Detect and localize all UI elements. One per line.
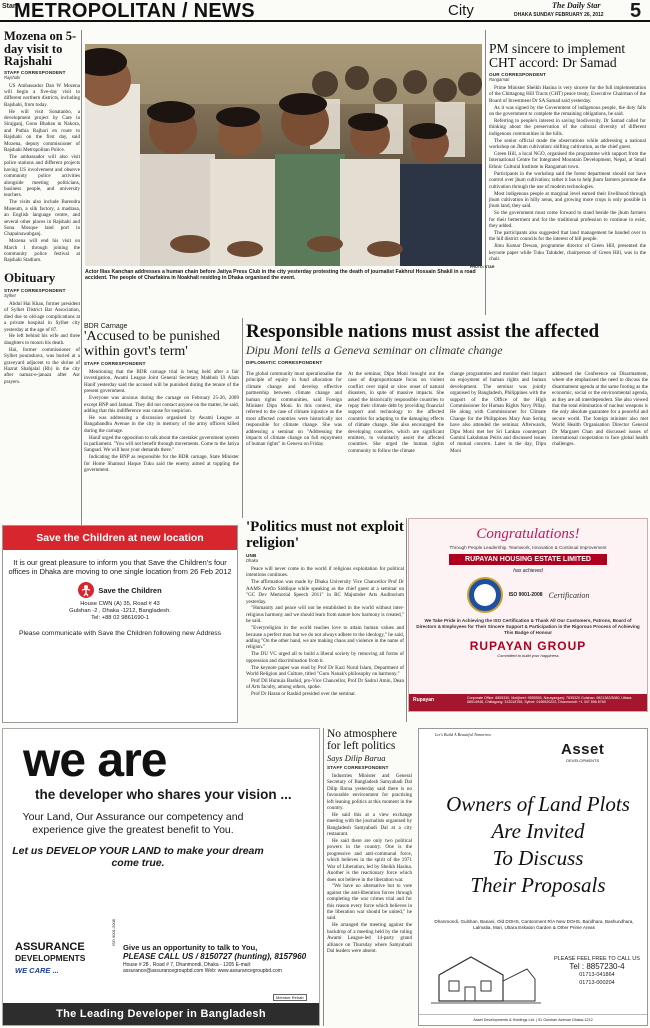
strip-logo: Rupayan (413, 697, 435, 703)
story-column: addressed the Conference on Disarmament, where she emphasised the need to discuss the disarmament agenda at the same footing as the economic, social or the environmental agenda, as they are all interdependent. She also viewed that the total elimination of nuclear weapons is the only absolute guarantee for a peaceful and secure world. The foreign minister also met World Health Organisation Director General Dr Margaret Chan and discussed issues of international cooperation to face global health challenges. (552, 371, 648, 448)
paragraph: He will visit Sonatanbo, a development project by Care in Sirajganj, Gono Bhaban in Nakora, and Puthia Rajbari en route to Rajshahi on the first day, said Mozena, deputy commissioner of Rajshahi Metropolitan Police. (4, 108, 80, 154)
photo-caption: Actor Ilias Kanchan addresses a human chain before Jatiya Press Club in the city yesterday protesting the death of journalist Fakhrul Hossain Shakil in a road accident. The people of Charfakira in Noakhali residing in Dhaka organised the event. (85, 269, 476, 282)
story-column: The global community must operationalise the principle of equity in fund allocation for climate change and develop effective partnership between climate change and human rights communities, said Foreign Minister Dipu Moni. In this context, she referred to the case of climate injustice as the most affected countries were historically not responsible for climate change. She was addressing a seminar on "Addressing the impacts of climate change on full enjoyment of human rights" in Geneva on Friday. (246, 371, 342, 448)
section-subtitle: City (448, 2, 474, 19)
paragraph: Everyone was anxious during the carnage on February 25-26, 2009 except BNP and Jamaat. They did not contact anyone on the matter, he said, adding that this indifference was cause for suspicion. (84, 395, 239, 414)
ad-assurance-developments[interactable] (2, 728, 320, 1026)
ad-footer: Please communicate with Save the Children following new Address (18, 630, 222, 637)
story-columns (246, 368, 648, 454)
story-politics-religion (246, 520, 404, 698)
member-badge: Member Rehab (273, 994, 307, 1001)
company-name: RUPAYAN HOUSING ESTATE LIMITED (449, 554, 607, 565)
masthead (0, 0, 650, 22)
story-body (489, 85, 646, 262)
paragraph: The ambassador will also visit police stations and different projects having US involvement and observe community police activities alongside meeting politicians, business people, and university teachers. (4, 153, 80, 199)
story-column: At the seminar, Dipu Moni brought out the case of disproportionate focus on violent conflict over rapid or slow onset of natural disasters, in spite of massive impacts. She asked the historically responsible countries to repay their climate debt by providing financial support and technology to the affected countries for adapting to the damaging effects of climate change. She also encouraged the developing countries, which are significant emitters, to voluntarily assist the affected countries. She urged the human rights community to follow the climate (348, 371, 444, 454)
paragraph: Prof Dil Humuia Bashid, pro-Vice Chancellor, Prof Dr Sadrul Amin, Dean of Arts faculty, among others, spoke. (246, 677, 404, 691)
column-rule (485, 30, 486, 315)
ad-areas: Dhanmondi, Gulshan, Banani, Old DOHS, Cantonment R/A New DOHS, Baridhara, Bashundhara, Lalmatia, Mari, Uttara Eskaton Garden & Other Prime Areas (434, 919, 634, 930)
address-line: House CWN (A) 35, Road # 43 (80, 601, 160, 607)
logo-slogan: WE CARE ... (15, 966, 59, 975)
paragraph: The visits also include Barendra Museum, a silk factory, a madrasa, an English language centre, and several other places in Rajshahi and Sona Mosque land port in Chapainawabganj. (4, 199, 80, 238)
column-rule (406, 518, 407, 722)
ad-thanks: We Take Pride in Achieving the ISO Certification & Thank All Our Customers, Patrons, Board of Directors & Employees for Their Sincere Support & Participation in the Rigorous Process of Achieving This Badge of Honour (416, 618, 640, 635)
paragraph: Peace will never come in the world if religious exploitation for political intentions continues. (246, 566, 404, 579)
group-tagline: Committed to build your happiness (497, 653, 559, 659)
paragraph: As it was signed by the Government of indigenous people, the duty falls on the government to complete the remaining obligations, he said. (489, 104, 646, 118)
certification-label: Certification (548, 590, 590, 600)
story-body (4, 301, 80, 385)
call-line: Give us an opportunity to talk to You, (123, 943, 258, 952)
paragraph: He said this at a view exchange meeting with the journalists organised by Bangladesh Samyabadi Dal at a city restaurant. (327, 811, 412, 838)
phone-line: 01713-000204 (579, 980, 615, 986)
house-sketch-icon (431, 951, 541, 1007)
ad-rupayan-housing[interactable] (408, 518, 648, 712)
paragraph: Participants in the workshop said the forest department should not have control over jhum cultivation; rather it has to help jhum farmers promote the cultivation through the use of modern technologies. (489, 170, 646, 190)
contact-strip (409, 694, 647, 711)
headline[interactable]: 'Politics must not exploit religion' (246, 519, 404, 551)
paragraph: He said there are only two political powers in the country. One is the progressive and anti-communal force, which believes in the spirit of the 1971 War of Liberation, led by Sheikh Hasina. Another is the reactionary force which does not believe in the liberation war. (327, 838, 412, 883)
headline[interactable]: 'Accused to be punished within govt's term' (84, 329, 220, 359)
iso-text: ISO 9001-2008 (508, 592, 543, 598)
paragraph: Mentioning that the BDR carnage trial is being held after a fair investigation, Awami League Joint General Secretary Mahbub Ul Alam Hanif yesterday said the accused will be punished during the tenure of the present government. (84, 369, 239, 395)
strip-contacts: Corporate Office: 8855330, Motijheel: 9555555, Narayanganj: 7635320 Gulshan: 9821382/5080, Uttara: 58914948, Chittagong: 313018765, Sylhet: 0156520222, Dhanmondi: +1 347 896 6760 (467, 696, 633, 705)
story-column: change programmes and monitor their impact on enjoyment of human rights and human development. The seminar was jointly organised by Bangladesh, Philippines with the support of the Office of the High Commissioner for Human Rights Navy Pillay. He along with Commissioner for Climate Change for the Philippines Mary Ann Sering have also attended the seminar. Afterwards, Dipu Moni met her Sri Lankan counterpart Gamini Lakshman Peiris and discussed issues of mutual concern. Later in the day, Dipu Moni (450, 371, 546, 454)
phone-line: Tel : 8857230-4 (569, 962, 625, 971)
achieved-label: has achieved (513, 568, 543, 574)
story-body (4, 83, 80, 264)
byline: STAFF CORRESPONDENT (84, 361, 146, 366)
paragraph: The participants also suggested that land management be handed over to the hill district councils for the interest of hill people. (489, 229, 646, 243)
ad-address (3, 601, 237, 622)
human-chain-photo (85, 44, 482, 266)
ad-slogan: Let's Build A Beautiful Tomorrow (435, 732, 492, 737)
left-column (4, 30, 80, 386)
iso-seal-icon (467, 577, 503, 613)
ad-headline (433, 791, 643, 899)
group-logo: RUPAYAN GROUP (469, 639, 587, 654)
address-line: House # 28 , Road # 7, Dhanmondi, Dhaka - 1205 E-mail: assurance@assurancegroupbd.com Web: www.assurancegroupbd.com (123, 962, 282, 975)
story-left-politics (327, 728, 412, 955)
dateline: Rangamati (489, 77, 510, 82)
ad-footer: The Leading Developer in Bangladesh (3, 1003, 319, 1025)
paragraph: Hai, former commissioner of Sylhet pourashava, was buried at a graveyard adjacent to the shrine of Hazrat Shahjalal (Rh) in the city after namaz-e-janaza after Asr prayers. (4, 346, 80, 385)
phone-line: 01713-041864 (579, 972, 615, 978)
column-rule (242, 318, 243, 518)
column-rule (323, 728, 324, 1026)
page-number: 5 (630, 0, 642, 22)
logo-text: Save the Children (98, 585, 162, 595)
logo-sub: DEVELOPMENTS (15, 953, 86, 963)
paragraph: Hanif urged the opposition to talk about the caretaker government system in parliament. "You will not benefit through movements. Come to the Jatiya Sangsad. We will hear your demands there." (84, 434, 239, 454)
paragraph: Referring to people's interest in saving biodiversity, Dr Samad called for thinking about the preservation of the cultural diversity of different indigenous communities in the hills. (489, 118, 646, 137)
paragraph: US Ambassador Dan W Mozena will begin a five-day visit to different northern districts, including Rajshahi, from today. (4, 82, 80, 108)
paper-name: The Daily Star (552, 1, 601, 10)
paragraph: Green Hill, a local NGO, organised the programme with support from the International Centre for Integrated Mountain Development, Nepal, at Small Ethnic Cultural Institute in Rangamati town. (489, 151, 646, 170)
save-the-children-logo (3, 582, 237, 598)
headline[interactable]: Obituary (4, 269, 56, 285)
story-body (84, 369, 239, 474)
photo-credit: PHOTO: STAR (470, 265, 495, 269)
kicker: BDR Carnage (84, 323, 128, 330)
paper-logo: Star (2, 3, 16, 10)
ad-contact (123, 943, 313, 975)
paragraph: Prime Minister Sheikh Hasina is very sincere for the full implementation of the Chittagong Hill Tracts (CHT) peace treaty, Executive Chairman of the Board of Investment Dr SA Samad said yesterday. (489, 85, 646, 104)
dateline: Dhaka (246, 558, 259, 563)
paragraph: He left behind his wife and three daughters to mourn his death. (4, 333, 80, 346)
address-line: Gulshan -2 , Dhaka -1212, Bangladesh. (69, 608, 171, 614)
paragraph: Mozena will end his visit on March 1 through joining the community police festival at Rajshahi Stadium. (4, 238, 80, 264)
phone-line: Tel: +88 02 9861690-1 (91, 615, 149, 621)
story-pm-cht-accord (489, 42, 646, 263)
story-body (327, 773, 412, 954)
byline: OUR CORRESPONDENT (489, 72, 546, 77)
ad-headline: we are (23, 734, 167, 787)
paragraph: "Humanity and peace will not be established in the world without inter-religious harmony and we should learn from nature how harmony is created," he said. (246, 605, 404, 625)
issue-date: DHAKA SUNDAY FEBRUARY 26, 2012 (514, 12, 604, 18)
ad-message: It is our great pleasure to inform you that Save the Children's four offices in Dhaka are moving to one single location from 26 Feb 2012 (8, 558, 232, 576)
paragraph: Most indigenous people at marginal level earned their livelihood through jhum cultivation in hilly areas, and growing more crops is only possible in jhum land, they said. (489, 190, 646, 210)
ad-title: Congratulations! (476, 526, 580, 542)
paragraph: Indicating the BNP as responsible for the BDR carnage, State Minister for Home Shamsul Haque Tuku said the enemy aimed at toppling the government. (84, 454, 239, 474)
logo-name: Asset (561, 741, 605, 758)
story-mozena (4, 30, 80, 264)
news-photo[interactable] (85, 44, 482, 266)
iso-label: ISO 9001:2008 (111, 919, 116, 946)
ad-save-the-children[interactable] (2, 525, 238, 723)
headline[interactable]: Mozena on 5-day visit to Rajshahi (4, 29, 77, 68)
dateline: Sylhet (4, 292, 16, 298)
byline: STAFF CORRESPONDENT (4, 287, 66, 293)
headline[interactable]: PM sincere to implement CHT accord: Dr Samad (489, 41, 626, 70)
paragraph: Jimu Kumar Dewan, programme director of Green Hill, presented the keynote paper while Tuku Talukder, chairperson of Green Hill, was in the chair. (489, 243, 646, 263)
ad-tagline: the developer who shares your vision ... (35, 787, 292, 802)
logo-name: ASSURANCE (15, 941, 85, 953)
ad-asset-developments[interactable] (418, 728, 648, 1026)
story-body (246, 566, 404, 698)
deck: Dipu Moni tells a Geneva seminar on climate change (246, 343, 503, 357)
headline[interactable]: Responsible nations must assist the affected (246, 321, 600, 342)
ad-tagline-2: Your Land, Our Assurance our competency and experience give the greatest benefit to You. (22, 811, 244, 836)
paragraph: Prof Dr Haran or Rashid presided over the seminar. (251, 691, 356, 698)
byline: STAFF CORRESPONDENT (4, 69, 66, 75)
section-title: METROPOLITAN / NEWS (14, 0, 255, 22)
paragraph: The affirmation was made by Dhaka University Vice Chancellor Prof Dr AAMS Arefin Siddique while speaking as the chief guest at a seminar on "GC Dev Memorial Speech 2011" in RC Majumder Arts Auditorium yesterday. (246, 579, 404, 605)
assurance-logo (15, 941, 89, 975)
story-responsible-nations (246, 322, 648, 454)
paragraph: Industries Minister and General Secretary of Bangladesh Samyabadi Dal Dilip Barua yesterday said there is no favourable environment for practising left leaning politics at this moment in the country. (327, 773, 412, 812)
contact-line: PLEASE FEEL FREE TO CALL US (554, 956, 640, 962)
paragraph: "Everyreligion in the world teaches love to attain human values and because a perfect man but we do not always adhere to the ideology," he said, adding "On the other hand, we are making chaos and violence in the name of religion." (246, 625, 404, 651)
story-obituary (4, 270, 80, 385)
paragraph: The keynote paper was read by Prof Dr Kazi Nurul Islam, Department of World Religion and Culture, titled "Guru Nanak's philosophy on harmony." (246, 664, 404, 677)
story-bdr-carnage (84, 323, 239, 474)
headline-line: Are Invited (491, 819, 585, 843)
paragraph: So the government must come forward to stand beside the jhum farmers for their betterment and for the traditional profession to continue to exist, they added. (489, 210, 646, 230)
byline: STAFF CORRESPONDENT (327, 765, 389, 770)
headline-line: Owners of Land Plots (446, 792, 630, 816)
byline: DIPLOMATIC CORRESPONDENT (246, 360, 323, 365)
headline[interactable]: No atmosphere for left politics (327, 728, 397, 752)
paragraph: He arranged the meeting against the backdrop of a meeting held by the ruling Awami League-led 14-party grand alliance on Thursday where Samyabadi Dal leaders were absent. (327, 922, 412, 954)
logo-sub: DEVELOPMENTS (566, 758, 600, 763)
ad-subtitle: Through People Leadership, Teamwork, Innovation & Continual Improvement (449, 545, 607, 550)
headline-line: To Discuss (492, 846, 584, 870)
child-figure-icon (78, 582, 94, 598)
paragraph: The senior official made the observations while addressing a national workshop on Jhum cultivation: shifting cultivation, as the chief guest. (489, 137, 646, 151)
deck: Says Dilip Barua (327, 753, 386, 763)
ad-banner: Save the Children at new location (3, 526, 237, 550)
byline: UNB (246, 553, 257, 558)
asset-logo (561, 741, 604, 763)
ad-tagline-3: Let us DEVELOP YOUR LAND to make your dream come true. (12, 845, 264, 869)
paragraph: The DU VC urged all to build a liberal society by removing all forms of oppression and discrimination from it. (246, 651, 404, 664)
paragraph: Abdul Hai Khan, former president of Sylhet District Bar Association, died due to old-age complications at a private hospital in Sylhet city yesterday at the age of 87. (4, 300, 80, 333)
ad-footer: Asset Developments & Holdings Ltd. | 91 Gulshan Avenue Dhaka-1212 (419, 1014, 647, 1025)
paragraph: He was addressing a discussion organised by Awami League at Bangabandhu Avenue in the city in memory of the army officers killed during the carnage. (84, 414, 239, 434)
paragraph: "We have no alternative but to vote against the anti-liberation forces through completing the war crimes trial and for this reason every force which believes in the liberation war should be united," he said. (327, 883, 412, 922)
phone-line: PLEASE CALL US / 8150727 (hunting), 8157960 (123, 952, 307, 961)
iso-badge-row (409, 577, 647, 613)
headline-line: Their Proposals (470, 873, 606, 897)
dateline: Rajshahi (4, 74, 21, 80)
ad-contact (551, 955, 643, 987)
